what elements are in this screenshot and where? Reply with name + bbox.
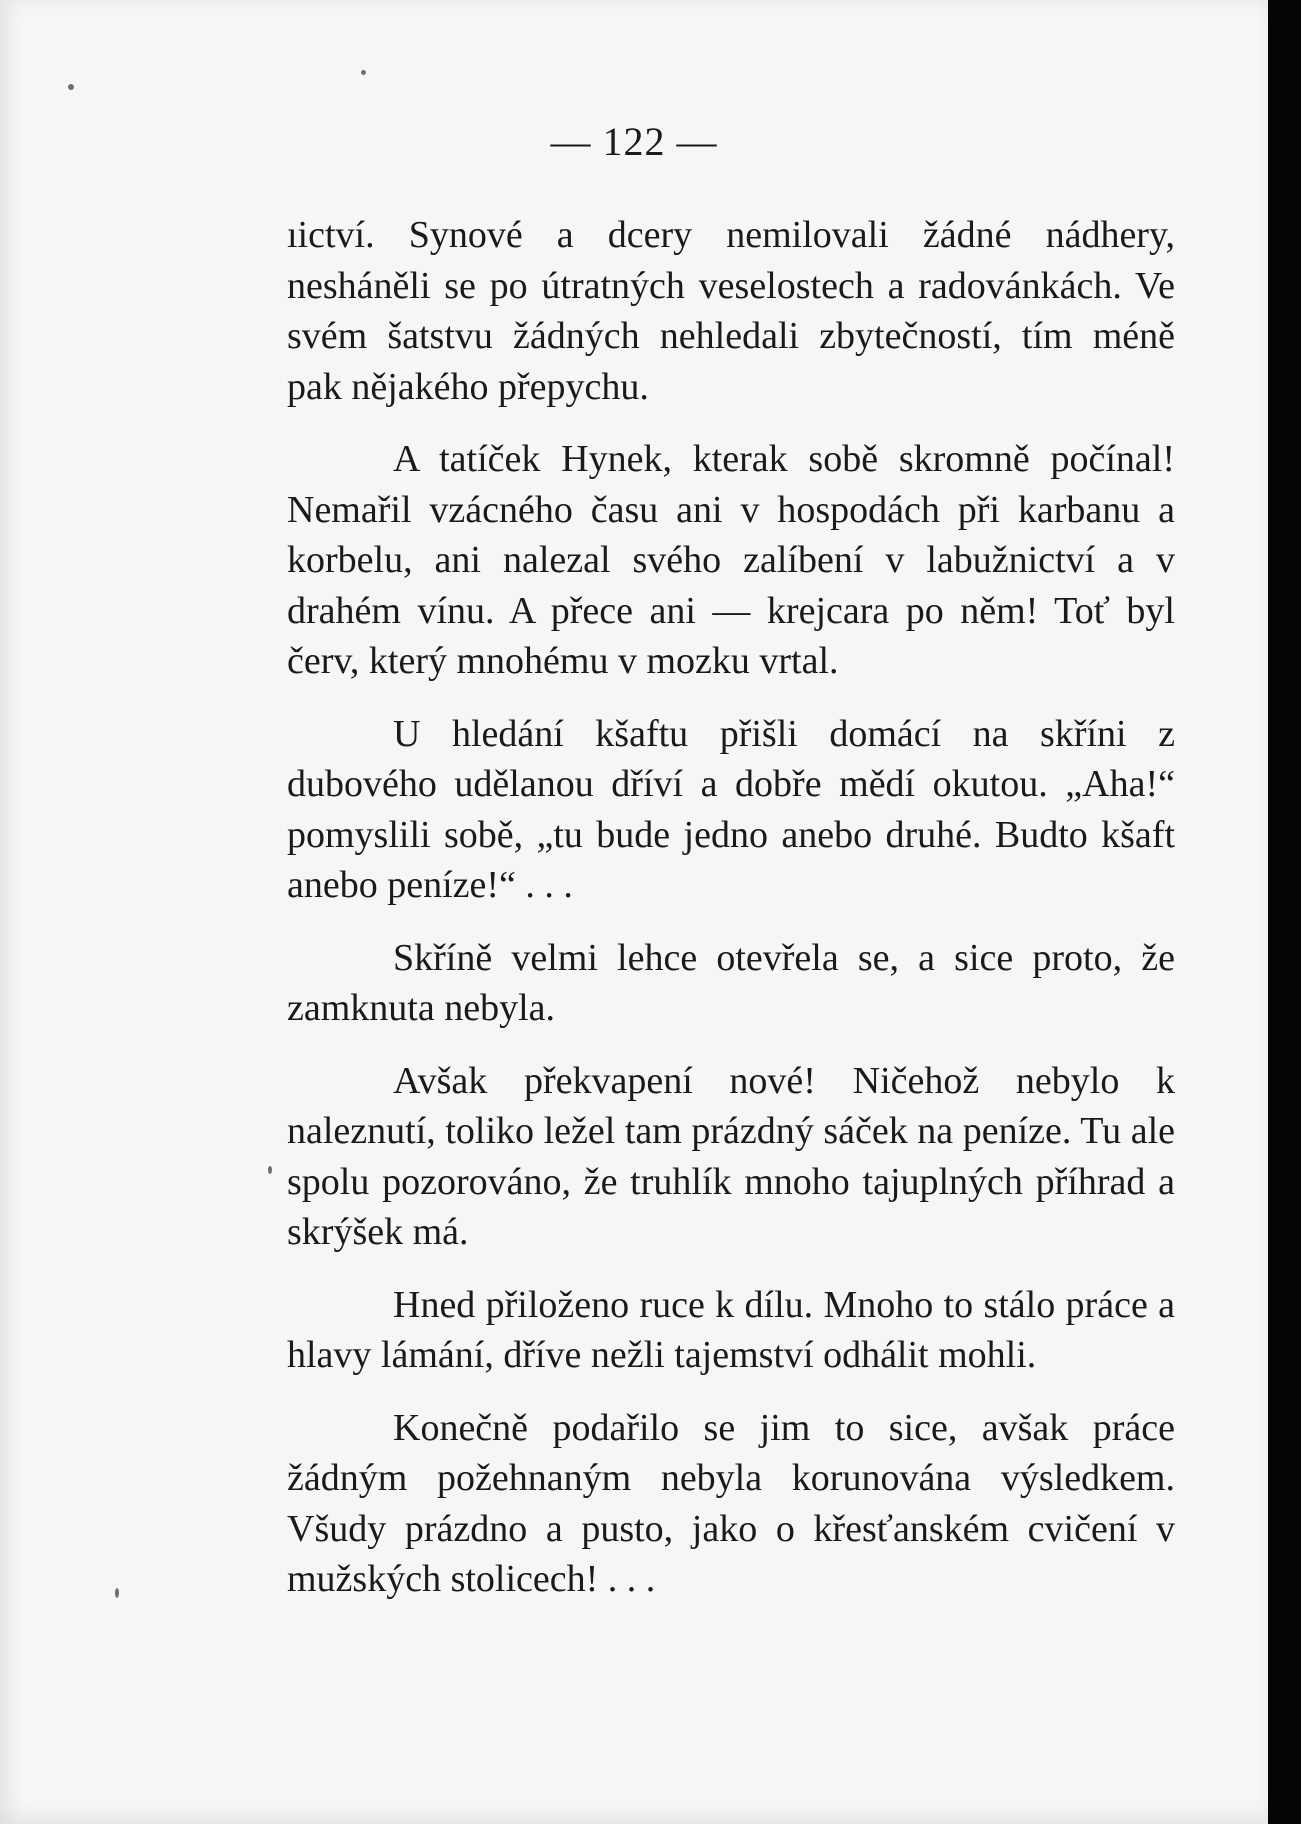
paragraph: Hned přiloženo ruce k dílu. Mnoho to stálo práce a hlavy lámání, dříve nežli tajemství odhálit mohli. (287, 1283, 1175, 1376)
paper-speck (268, 1166, 272, 1174)
scan-edge-band (1268, 0, 1301, 1824)
paragraph: ıictví. Synové a dcery nemilovali žádné nádhery, nesháněli se po útratných veselostech a radovánkách. Ve svém šatstvu žádných nehledali zbytečností, tím méně pak nějakého přepychu. (287, 214, 1175, 408)
page-body (287, 210, 1175, 1627)
paper-speck (68, 84, 74, 90)
paragraph: U hledání kšaftu přišli domácí na skříni z dubového udělanou dříví a dobře mědí okutou. „Aha!“ pomyslili sobě, „tu bude jedno anebo druhé. Budto kšaft anebo peníze!“ . . . (287, 712, 1175, 906)
paragraph: Skříně velmi lehce otevřela se, a sice proto, že zamknuta nebyla. (287, 936, 1175, 1029)
paper-speck (115, 1588, 119, 1598)
paragraph: Avšak překvapení nové! Ničehož nebylo k naleznutí, toliko ležel tam prázdný sáček na peníze. Tu ale spolu pozorováno, že truhlík mnoho tajuplných příhrad a skrýšek má. (287, 1059, 1175, 1253)
page-number: — 122 — (550, 119, 718, 164)
paragraph: Konečně podařilo se jim to sice, avšak práce žádným požehnaným nebyla korunována výsledkem. Všudy prázdno a pusto, jako o křesťanském cvičení v mužských stolicech! . . . (287, 1406, 1175, 1600)
paragraph: A tatíček Hynek, kterak sobě skromně počínal! Nemařil vzácného času ani v hospodách při karbanu a korbelu, ani nalezal svého zalíbení v labužnictví a v drahém vínu. A přece ani — krejcara po něm! Toť byl červ, který mnohému v mozku vrtal. (287, 438, 1175, 682)
paper-speck (361, 70, 366, 75)
